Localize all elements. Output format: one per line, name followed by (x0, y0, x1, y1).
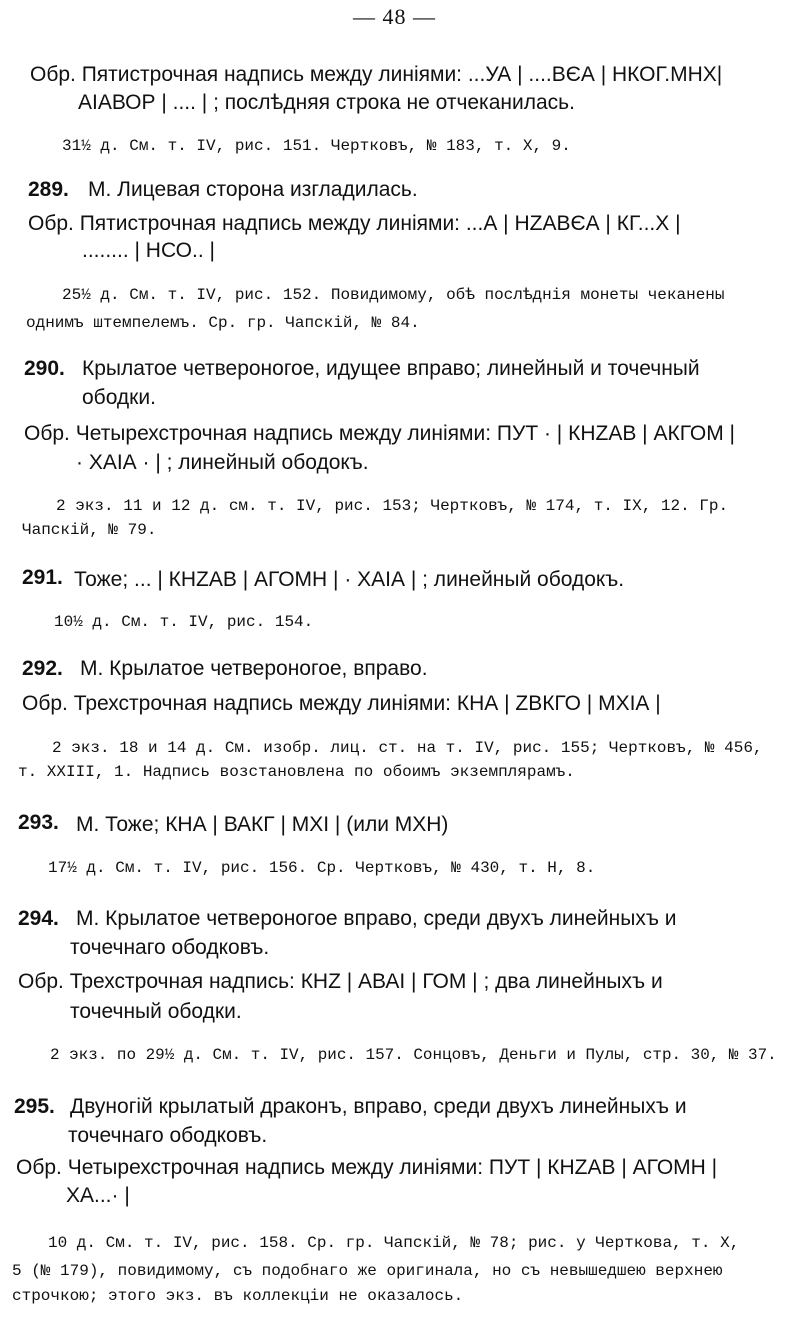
entry-note: 2 экз. по 29½ д. См. т. IV, рис. 157. Сонцовъ, Деньги и Пулы, стр. 30, № 37. (50, 1046, 777, 1064)
entry-note: 17½ д. См. т. IV, рис. 156. Ср. Чертковъ, № 430, т. Н, 8. (48, 859, 596, 877)
entry-number: 294. (18, 907, 59, 930)
entry-note: 10½ д. См. т. IV, рис. 154. (54, 613, 314, 631)
entry-line: Двуногій крылатый драконъ, вправо, среди двухъ линейныхъ и (70, 1095, 687, 1118)
entry-line: М. Крылатое четвероногое вправо, среди двухъ линейныхъ и (76, 907, 677, 930)
entry-line: ободки. (82, 386, 156, 409)
entry-note: 5 (№ 179), повидимому, съ подобнаго же оригинала, но съ невышедшею верхнею (12, 1262, 723, 1280)
entry-line: точечнаго ободковъ. (68, 1124, 268, 1147)
entry-note: строчкою; этого экз. въ коллекціи не оказалось. (12, 1287, 464, 1305)
entry-number: 290. (24, 357, 65, 380)
entry-line: ХА...· | (66, 1184, 130, 1207)
entry-note: Чапскій, № 79. (22, 521, 157, 539)
entry-note: 2 экз. 18 и 14 д. См. изобр. лиц. ст. на т. IV, рис. 155; Чертковъ, № 456, (52, 739, 763, 757)
entry-line: Обр. Пятистрочная надпись между линіями: ...А | НZАВЄА | КГ...Х | (28, 212, 681, 235)
entry-line: Обр. Четырехстрочная надпись между линіями: ПУТ | КНZАВ | АГОМН | (16, 1156, 718, 1179)
entry-note: т. XXIII, 1. Надпись возстановлена по обоимъ экземплярамъ. (18, 763, 575, 781)
entry-line: Обр. Трехстрочная надпись: КНZ | АВАІ | ГОМ | ; два линейныхъ и (18, 970, 663, 993)
entry-line: М. Тоже; КНА | ВАКГ | МХІ | (или МХН) (76, 813, 449, 836)
entry-line: Крылатое четвероногое, идущее вправо; линейный и точечный (82, 357, 700, 380)
entry-line: Обр. Трехстрочная надпись между линіями: КНА | ZВКГО | МХІА | (22, 692, 661, 715)
page-number: — 48 — (353, 4, 436, 29)
entry-line: ........ | НСО.. | (82, 239, 215, 262)
entry-note: однимъ штемпелемъ. Ср. гр. Чапскій, № 84. (26, 314, 420, 332)
entry-note: 31½ д. См. т. IV, рис. 151. Чертковъ, № 183, т. X, 9. (62, 137, 571, 155)
entry-number: 291. (22, 566, 63, 589)
entry-number: 293. (18, 811, 59, 834)
entry-line: Обр. Четырехстрочная надпись между линіями: ПУТ · | КНZАВ | АКГОМ | (24, 422, 736, 445)
entry-number: 292. (22, 657, 63, 680)
entry-number: 289. (28, 178, 69, 201)
entry-line: М. Крылатое четвероногое, вправо. (80, 657, 428, 680)
entry-note: 10 д. См. т. IV, рис. 158. Ср. гр. Чапскій, № 78; рис. у Черткова, т. X, (48, 1234, 740, 1252)
entry-line: АІАВОР | .... | ; послѣдняя строка не отчеканилась. (78, 91, 575, 114)
entry-note: 25½ д. См. т. IV, рис. 152. Повидимому, обѣ послѣднія монеты чеканены (62, 286, 725, 304)
entry-line: точечнаго ободковъ. (70, 936, 270, 959)
entry-line: точечный ободки. (70, 1000, 242, 1023)
entry-line: Обр. Пятистрочная надпись между линіями: ...УА | ....ВЄА | НКОГ.МНХ| (30, 63, 723, 86)
entry-line: М. Лицевая сторона изгладилась. (88, 178, 418, 201)
entry-note: 2 экз. 11 и 12 д. см. т. IV, рис. 153; Чертковъ, № 174, т. IX, 12. Гр. (56, 497, 729, 515)
entry-line: · ХАІА · | ; линейный ободокъ. (76, 451, 369, 474)
entry-line: Тоже; ... | КНZАВ | АГОМН | · ХАІА | ; линейный ободокъ. (74, 568, 625, 591)
entry-number: 295. (14, 1095, 55, 1118)
